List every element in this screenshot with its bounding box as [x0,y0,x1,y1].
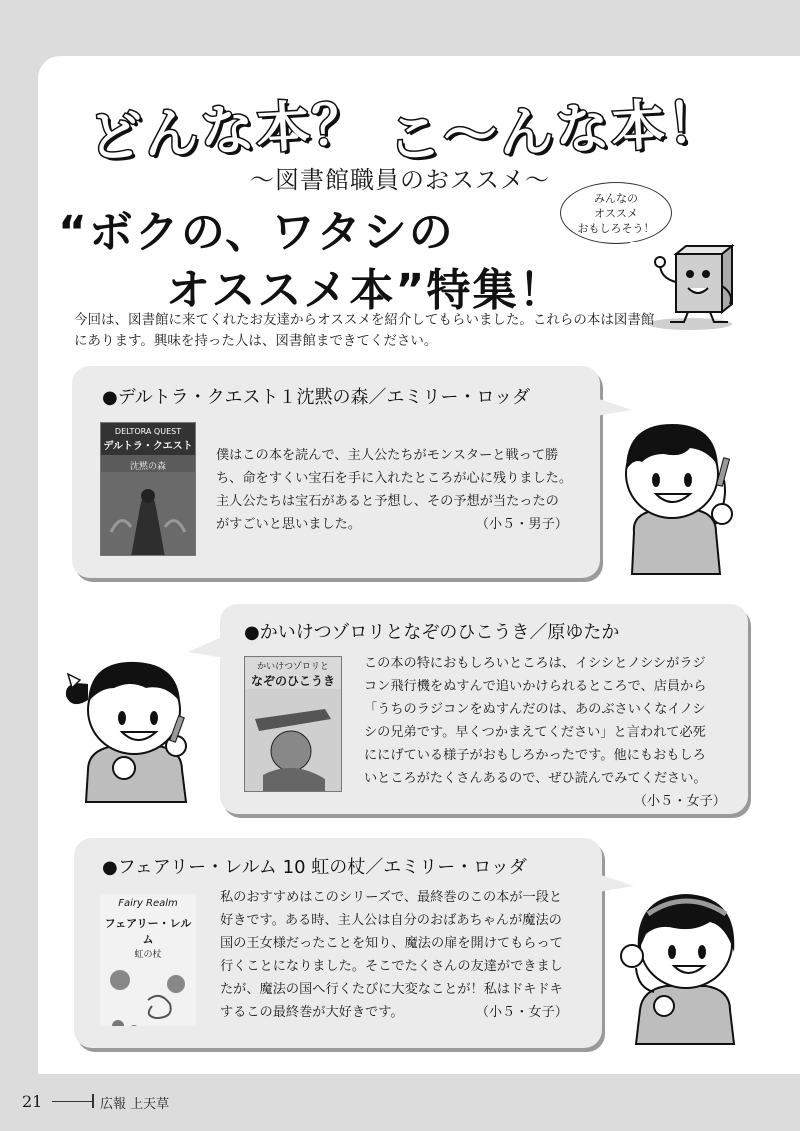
feature-title-line1: “ボクの、ワタシの [58,207,455,258]
reviewer-credit: （小５・女子） [475,1005,568,1020]
book-cover-zorori [244,656,342,792]
cover-text: かいけつゾロリと [257,662,329,672]
review-body-2 [364,652,736,813]
footer-rule-end [92,1094,94,1108]
reviewer-credit: （小５・男子） [475,517,568,532]
review-line: 国の王女様だったことを知り、魔法の扉を開けてもらって [220,936,563,951]
girl-with-ponytail-illustration [58,640,208,804]
reviewer-credit: （小５・女子） [633,794,726,809]
book-cover-deltora [100,422,196,556]
review-line: 主人公たちは宝石があると予想し、その予想が当たったの [216,494,559,509]
review-line [216,513,582,536]
review-line: たが、魔法の国へ行くたびに大変なことが！私はドキドキ [220,982,563,997]
review-line: 行くことになりました。そこでたくさんの友達ができまし [220,959,563,974]
bubble-line: オススメ [594,207,638,220]
feature-title-line2: オススメ本”特集！ [166,265,565,316]
review-line: ち、命をすくい宝石を手に入れたところが心に残りました。 [216,471,573,486]
cover-text: 虹の杖 [134,950,162,960]
bubble-line: おもしろそう！ [577,222,655,235]
cover-text: DELTORA QUEST [101,423,195,437]
review-title-2: ●かいけつゾロリとなぞのひこうき／原ゆたか [244,622,620,643]
footer-rule [52,1101,92,1102]
cover-illustration [101,472,195,556]
review-line: 好きです。ある時、主人公は自分のおばあちゃんが魔法の [220,913,562,928]
cover-text: フェアリー・レルム [104,917,192,946]
review-title-1: ●デルトラ・クエスト１沈黙の森／エミリー・ロッダ [102,387,531,408]
review-line: いところがたくさんあるので、ぜひ読んでみてください。 [364,771,707,786]
cover-text: Fairy Realm [118,898,178,909]
cover-text: デルトラ・クエスト [101,437,195,455]
review-line: シの兄弟です。早くつかまえてください」と言われて必死 [364,725,706,740]
review-line: ににげている様子がおもしろかったです。他にもおもしろ [364,748,706,763]
review-title-3: ●フェアリー・レルム 10 虹の杖／エミリー・ロッダ [102,857,527,878]
review-line: この本の特におもしろいところは、イシシとノシシがラジ [364,656,706,671]
headline-part2: こ〜んな本！ [385,90,725,171]
cover-text: 沈黙の森 [129,462,166,472]
page-number: 21 [22,1092,43,1111]
subtitle: 〜図書館職員のおススメ〜 [250,166,550,194]
review-line: コン飛行機をぬすんで追いかけられるところで、店員から [364,679,707,694]
review-line: 僕はこの本を読んで、主人公たちがモンスターと戦って勝 [216,448,559,463]
review-line-text: がすごいと思いました。 [216,517,362,532]
review-body-3 [220,886,590,1024]
intro-text: 今回は、図書館に来てくれたお友達からオススメを紹介してもらいました。これらの本は図書館にあります。興味を持った人は、図書館まできてください。 [74,312,655,349]
book-cover-fairy-realm [100,894,196,1026]
cover-illustration [100,960,196,1026]
headline-part1: どんな本？ [86,91,370,170]
boy-illustration [612,414,744,580]
review-line [220,1001,590,1024]
mascot-speech-bubble [560,182,672,244]
review-body-1 [216,444,582,536]
girl-with-headband-illustration [614,878,750,1048]
publication-name: 広報 上天草 [100,1097,170,1112]
review-line-text: するこの最終巻が大好きです。 [220,1005,404,1020]
review-line: 私のおすすめはこのシリーズで、最終巻のこの本が一段と [220,890,563,905]
cover-text: なぞのひこうき [250,674,335,688]
cover-illustration [245,689,341,792]
bubble-line: みんなの [594,192,638,205]
review-line: 「うちのラジコンをぬすんだのは、あのぶさいくなイノシ [364,702,706,717]
